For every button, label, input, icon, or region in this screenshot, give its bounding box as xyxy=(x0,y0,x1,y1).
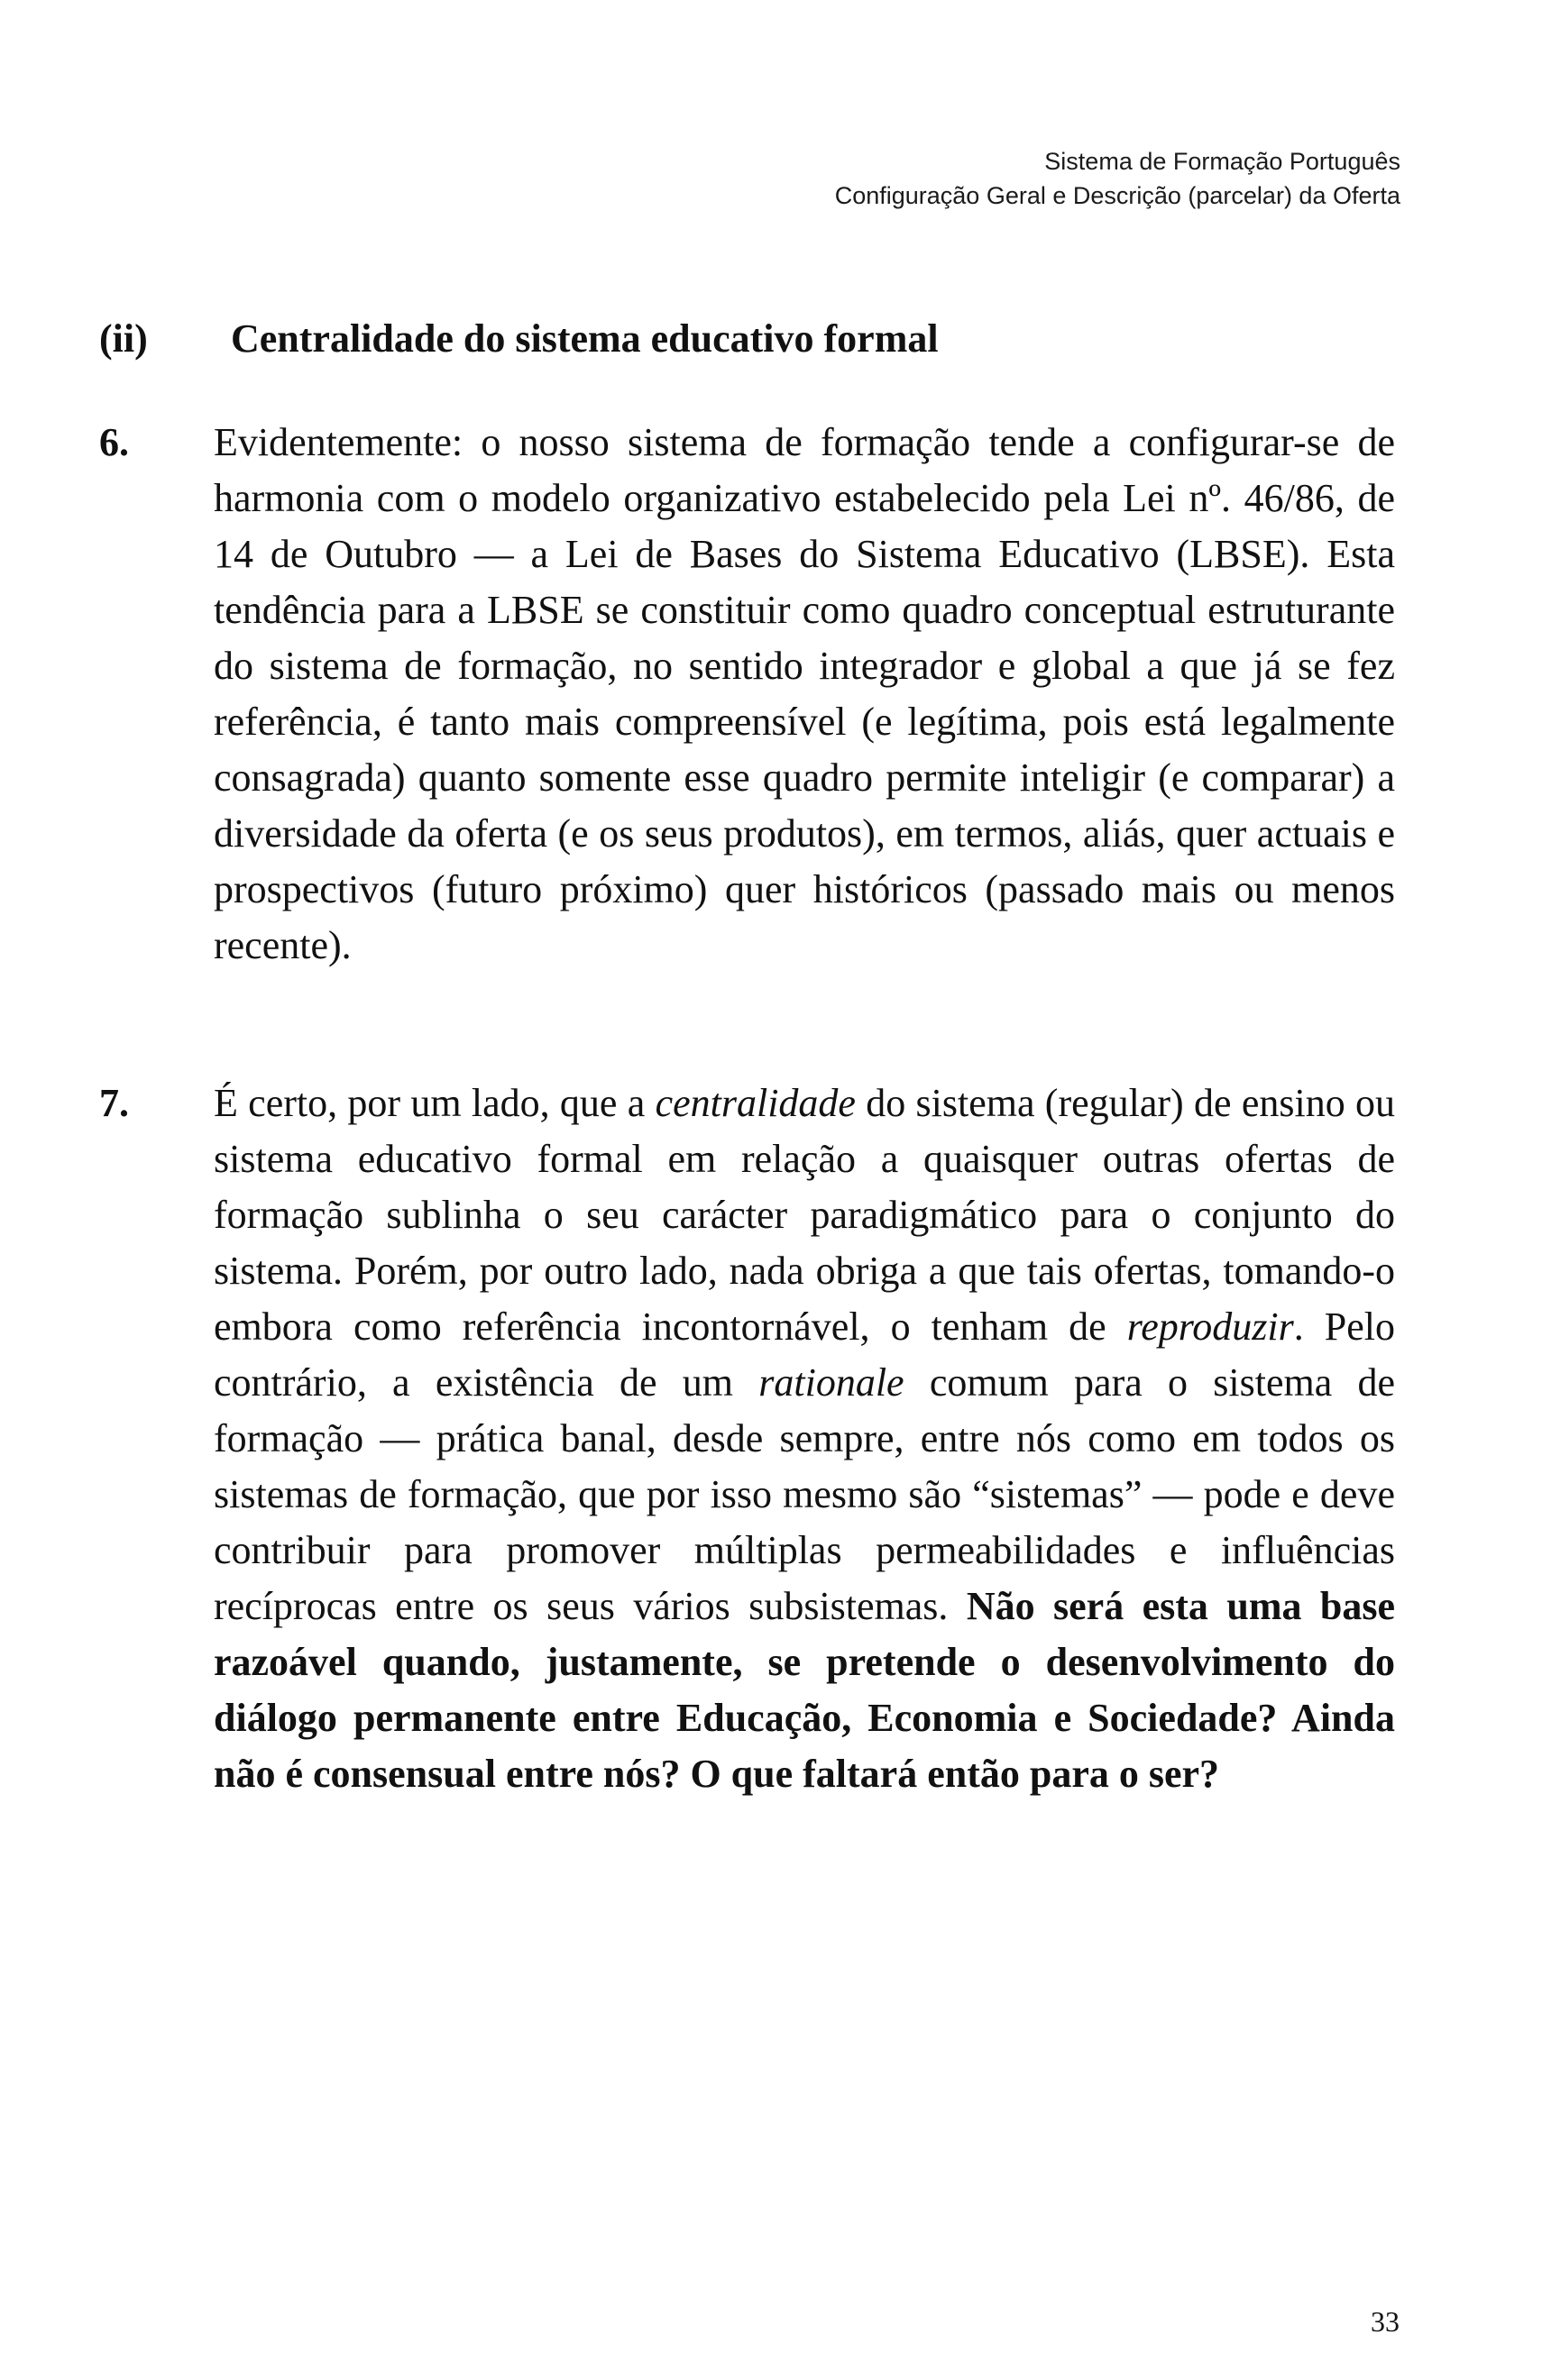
text-run: . Pelo contrário, a existência de um xyxy=(214,1304,1395,1405)
text-run: do sistema (regular) de ensino ou sistema educativo formal em relação a quaisquer outras ofertas de formação sublinha o seu carácter paradigmático para o conjunto do sistema. Porém, por outro lado, nada obriga a que tais ofertas, tomando-o embora como referência incontornável, o tenham de xyxy=(214,1081,1395,1349)
section-heading xyxy=(99,314,939,364)
paragraph-7 xyxy=(99,1076,1398,1802)
paragraph-text: Evidentemente: o nosso sistema de formação tende a configurar-se de harmonia com o modelo organizativo estabelecido pela Lei nº. 46/86, de 14 de Outubro — a Lei de Bases do Sistema Educativo (LBSE). Esta tendência para a LBSE se constituir como quadro conceptual estruturante do sistema de formação, no sentido integrador e global a que já se fez referência, é tanto mais compreensível (e legítima, pois está legalmente consagrada) quanto somente esse quadro permite inteligir (e comparar) a diversidade da oferta (e os seus produtos), em termos, aliás, quer actuais e prospectivos (futuro próximo) quer históricos (passado mais ou menos recente). xyxy=(214,420,1395,967)
paragraph-number: 6. xyxy=(99,420,129,464)
italic-term-centralidade: centralidade xyxy=(655,1081,856,1125)
italic-term-reproduzir: reproduzir xyxy=(1126,1304,1294,1349)
text-run: comum para o sistema de formação — prática banal, desde sempre, entre nós como em todos os sistemas de formação, que por isso mesmo são “sistemas” — pode e deve contribuir para promover múltiplas permeabilidades e influências recíprocas entre os seus vários subsistemas. xyxy=(214,1360,1396,1628)
running-header xyxy=(835,144,1400,213)
page-number: 33 xyxy=(1371,2305,1400,2338)
text-run: É certo, por um lado, que a xyxy=(214,1081,656,1125)
paragraph-text xyxy=(214,1076,1395,1802)
section-number: (ii) xyxy=(99,316,148,361)
bold-questions: Não será esta uma base razoável quando, justamente, se pretende o desenvolvimento do diálogo permanente entre Educação, Economia e Sociedade? Ainda não é consensual entre nós? O que faltará então para o ser? xyxy=(214,1584,1396,1796)
header-title: Sistema de Formação Português xyxy=(1044,148,1400,175)
paragraph-number: 7. xyxy=(99,1081,129,1125)
paragraph-6 xyxy=(99,415,1398,974)
italic-term-rationale: rationale xyxy=(758,1360,904,1405)
section-title: Centralidade do sistema educativo formal xyxy=(231,316,939,361)
header-subtitle: Configuração Geral e Descrição (parcelar) da Oferta xyxy=(834,182,1400,209)
